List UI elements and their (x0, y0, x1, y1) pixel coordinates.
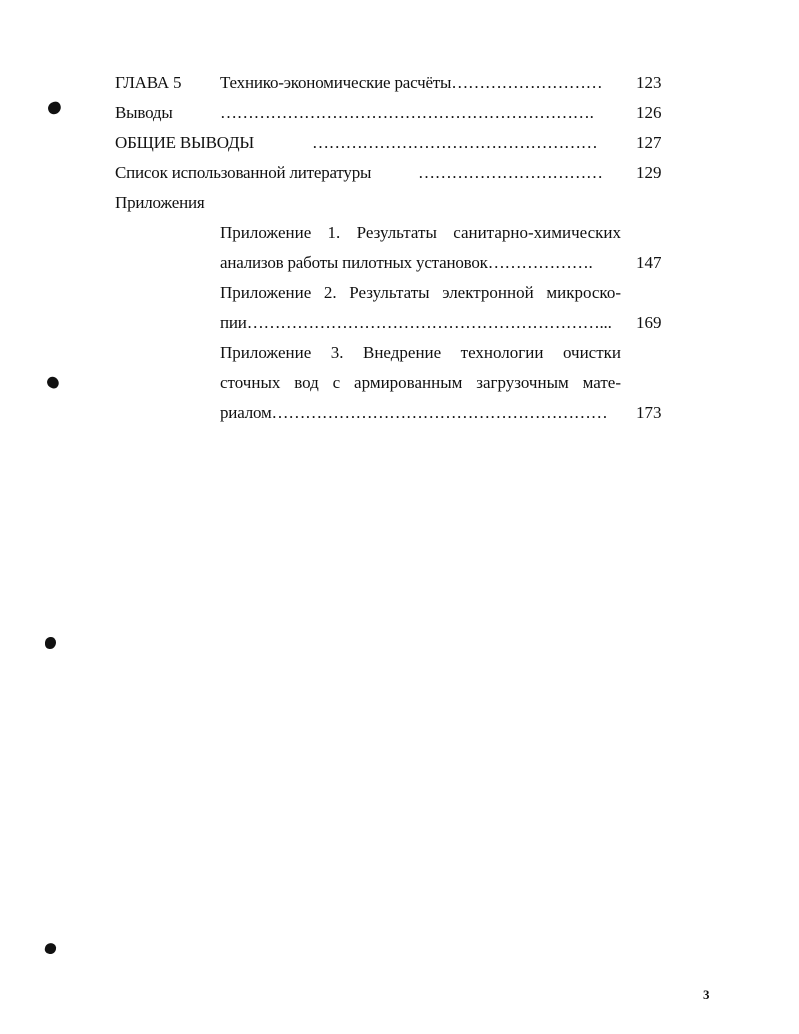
binding-hole-mark (46, 100, 62, 116)
binding-hole-mark (45, 637, 56, 649)
binding-hole-mark (44, 942, 57, 955)
toc-leader-dots: …………………………………………………………. (220, 103, 594, 122)
toc-leader-dots: …………………………………………… (312, 133, 598, 152)
toc-appendix2-text: пии (220, 313, 247, 332)
toc-conclusions-page: 126 (636, 103, 662, 122)
toc-conclusions-title[interactable]: Выводы (115, 103, 173, 122)
toc-chapter5-entry[interactable] (220, 73, 602, 93)
toc-leader-dots: ……………………… (451, 73, 603, 92)
toc-appendix2-line2[interactable] (220, 313, 612, 333)
toc-general-conclusions-title[interactable]: ОБЩИЕ ВЫВОДЫ (115, 133, 255, 152)
toc-references-title[interactable]: Список использованной литературы (115, 163, 372, 182)
toc-leader-dots: …………………………… (418, 163, 603, 182)
toc-appendix3-line1[interactable]: Приложение 3. Внедрение технологии очистки (220, 343, 621, 362)
toc-leader-dots: …………………………………………………… (271, 403, 608, 422)
toc-references-page: 129 (636, 163, 662, 182)
toc-chapter5-label: ГЛАВА 5 (115, 73, 182, 92)
binding-hole-mark (45, 375, 61, 390)
toc-appendix1-line2[interactable] (220, 253, 593, 273)
toc-appendix3-text: риалом (220, 403, 272, 422)
toc-chapter5-page: 123 (636, 73, 662, 92)
toc-appendix3-line2[interactable]: сточных вод с армированным загрузочным мате- (220, 373, 621, 392)
toc-appendix1-line1[interactable]: Приложение 1. Результаты санитарно-химических (220, 223, 621, 242)
toc-leader-dots: ………………. (487, 253, 593, 272)
toc-appendix2-page: 169 (636, 313, 662, 332)
toc-appendix1-text: анализов работы пилотных установок (220, 253, 488, 272)
toc-chapter5-title: Технико-экономические расчёты (220, 73, 452, 92)
toc-leader-dots: ………………………………………………………... (246, 313, 612, 332)
toc-appendix2-line1[interactable]: Приложение 2. Результаты электронной микроско- (220, 283, 621, 302)
toc-appendix3-page: 173 (636, 403, 662, 422)
toc-general-conclusions-page: 127 (636, 133, 662, 152)
toc-appendices-heading: Приложения (115, 193, 205, 212)
page-number: 3 (703, 987, 710, 1002)
toc-appendix1-page: 147 (636, 253, 662, 272)
toc-appendix3-line3[interactable] (220, 403, 608, 423)
